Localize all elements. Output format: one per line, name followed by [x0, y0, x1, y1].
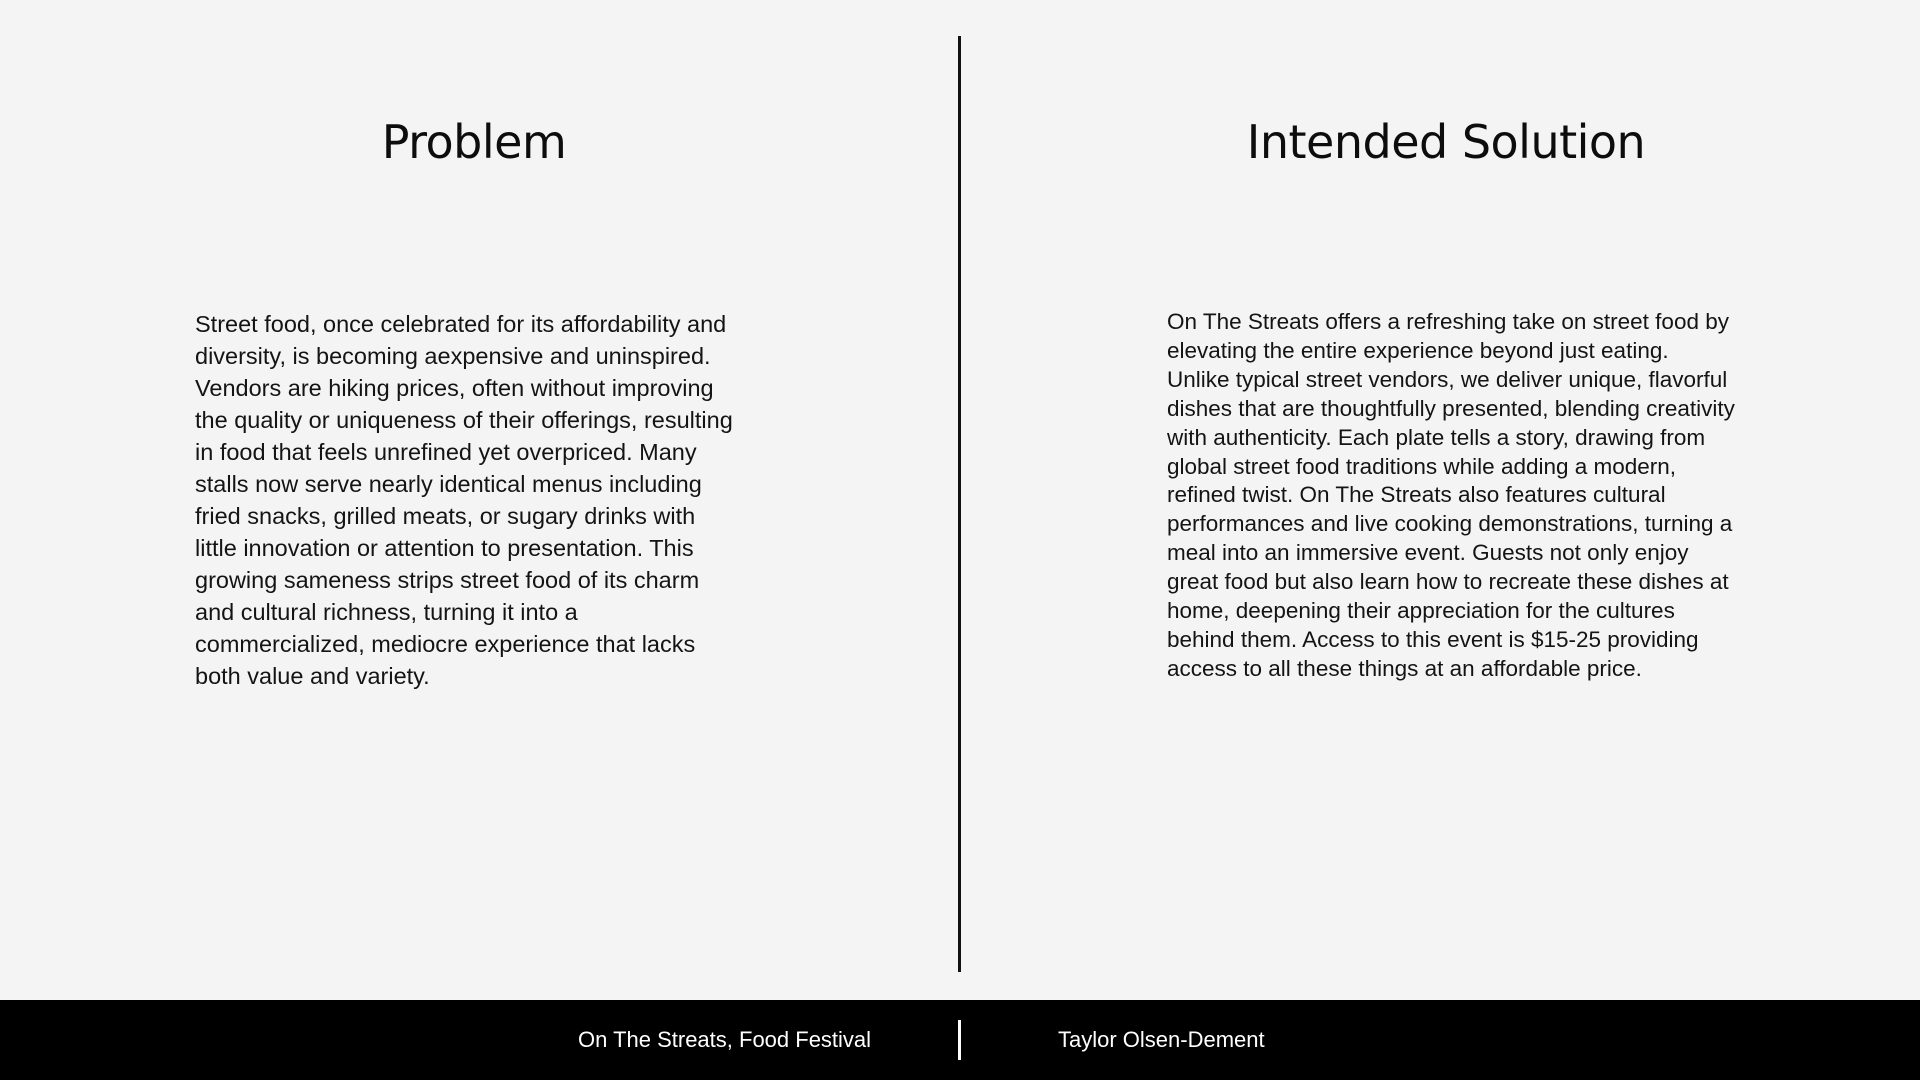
center-divider — [958, 36, 961, 972]
footer-event-title: On The Streats, Food Festival — [578, 1027, 872, 1052]
footer-bar — [0, 1000, 1920, 1080]
problem-body: Street food, once celebrated for its affordability and diversity, is becoming aexpensive and uninspired. Vendors are hiking prices, often without improving the quality or uniqueness of their offerings, resulting in food that feels unrefined yet overpriced. Many stalls now serve nearly identical menus including fried snacks, grilled meats, or sugary drinks with little innovation or attention to presentation. This growing sameness strips street food of its charm and cultural richness, turning it into a commercialized, mediocre experience that lacks both value and variety. — [195, 311, 733, 689]
footer-author: Taylor Olsen-Dement — [1058, 1027, 1265, 1052]
solution-heading: Intended Solution — [1246, 115, 1646, 169]
solution-body: On The Streats offers a refreshing take on street food by elevating the entire experience beyond just eating. Unlike typical street vendors, we deliver unique, flavorful dishes that are thoughtfully presented, blending creativity with authenticity. Each plate tells a story, drawing from global street food traditions while adding a modern, refined twist. On The Streats also features cultural performances and live cooking demonstrations, turning a meal into an immersive event. Guests not only enjoy great food but also learn how to recreate these dishes at home, deepening their appreciation for the cultures behind them. Access to this event is $15-25 providing access to all these things at an affordable price. — [1167, 309, 1735, 681]
footer-divider — [958, 1020, 961, 1060]
problem-heading: Problem — [381, 115, 567, 169]
